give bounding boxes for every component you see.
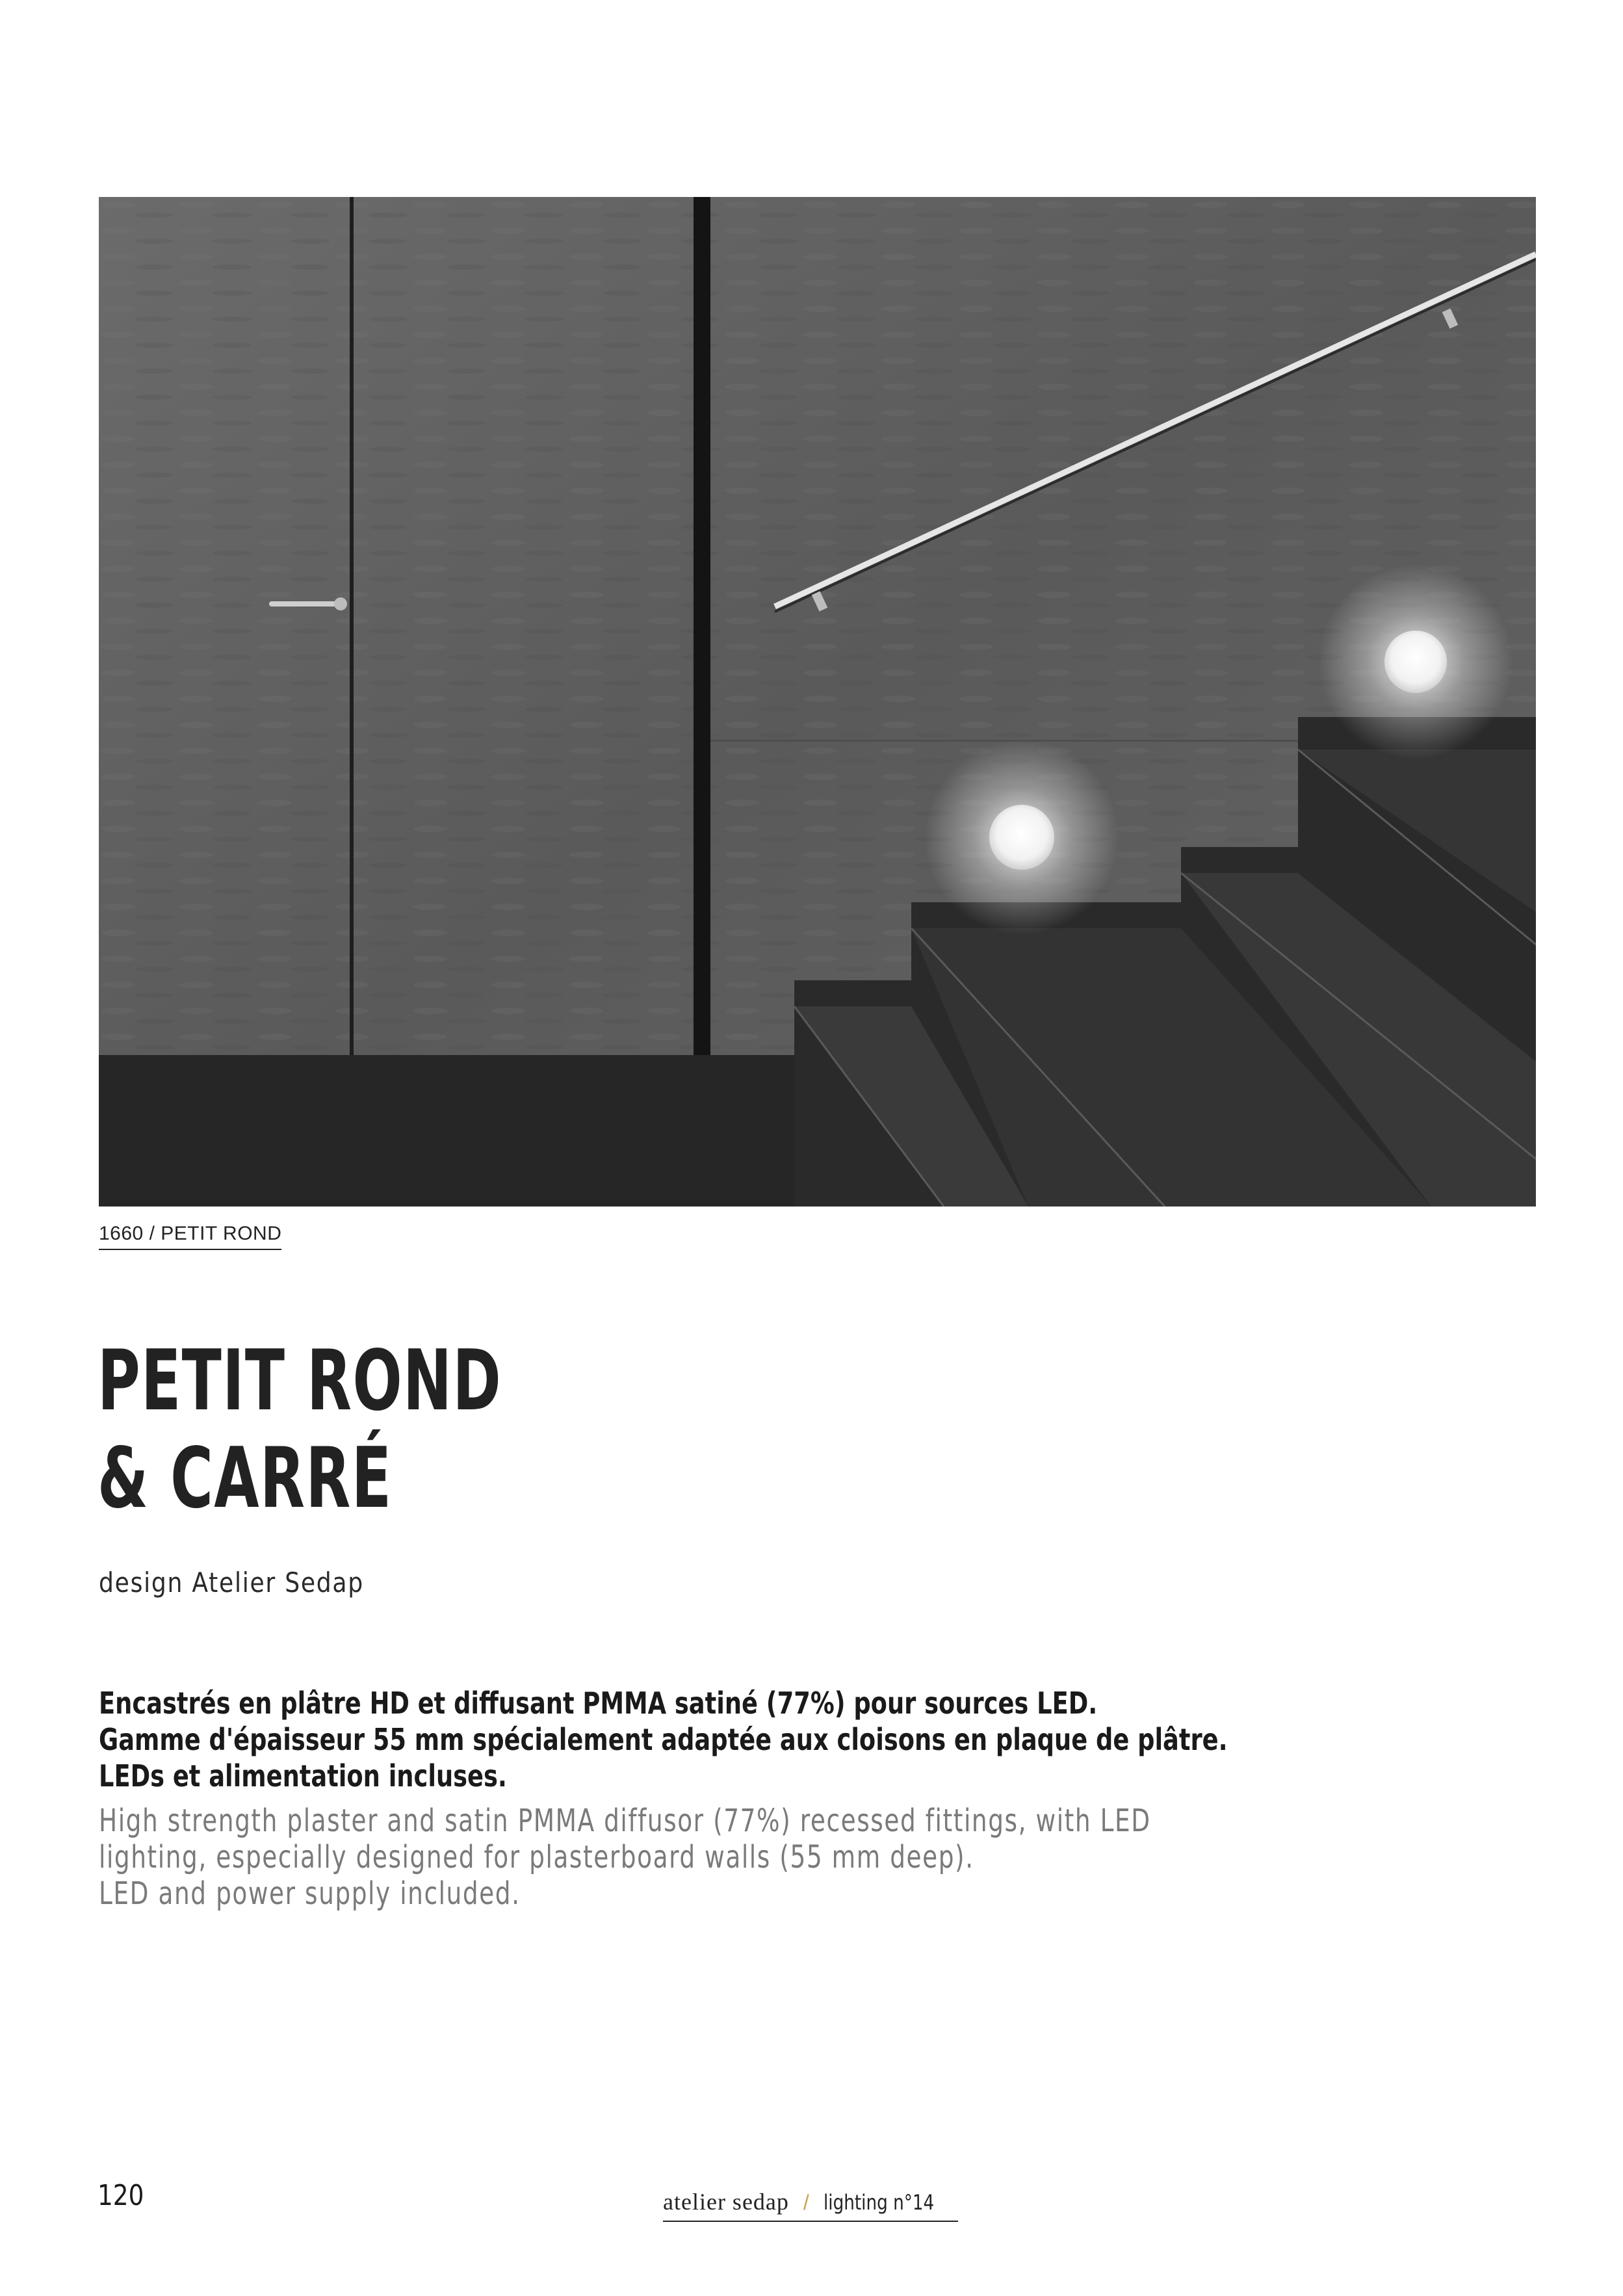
description-english	[99, 1803, 1151, 1912]
description-french-line: Encastrés en plâtre HD et diffusant PMMA satiné (77%) pour sources LED.	[99, 1686, 1098, 1721]
catalog-issue: lighting n°14	[823, 2190, 935, 2215]
description-french	[99, 1685, 1228, 1794]
product-title-line-2: & CARRÉ	[97, 1430, 393, 1527]
description-french-line: LEDs et alimentation incluses.	[99, 1758, 507, 1794]
product-title	[97, 1333, 502, 1528]
footer-brand	[663, 2188, 958, 2222]
designer-credit: design Atelier Sedap	[99, 1567, 364, 1598]
page-number: 120	[97, 2179, 144, 2212]
description-english-line: LED and power supply included.	[99, 1875, 521, 1912]
brand-name: atelier sedap	[663, 2189, 789, 2215]
footer-separator: /	[803, 2191, 809, 2214]
staircase-photo	[99, 197, 1536, 1207]
description-english-line: lighting, especially designed for plasterboard walls (55 mm deep).	[99, 1839, 974, 1875]
description-french-line: Gamme d'épaisseur 55 mm spécialement adaptée aux cloisons en plaque de plâtre.	[99, 1722, 1228, 1757]
photo-caption: 1660 / PETIT ROND	[99, 1223, 281, 1250]
product-title-line-1: PETIT ROND	[97, 1333, 502, 1429]
description-english-line: High strength plaster and satin PMMA diffusor (77%) recessed fittings, with LED	[99, 1803, 1151, 1839]
staircase-with-wall-lights-photo	[99, 197, 1536, 1207]
